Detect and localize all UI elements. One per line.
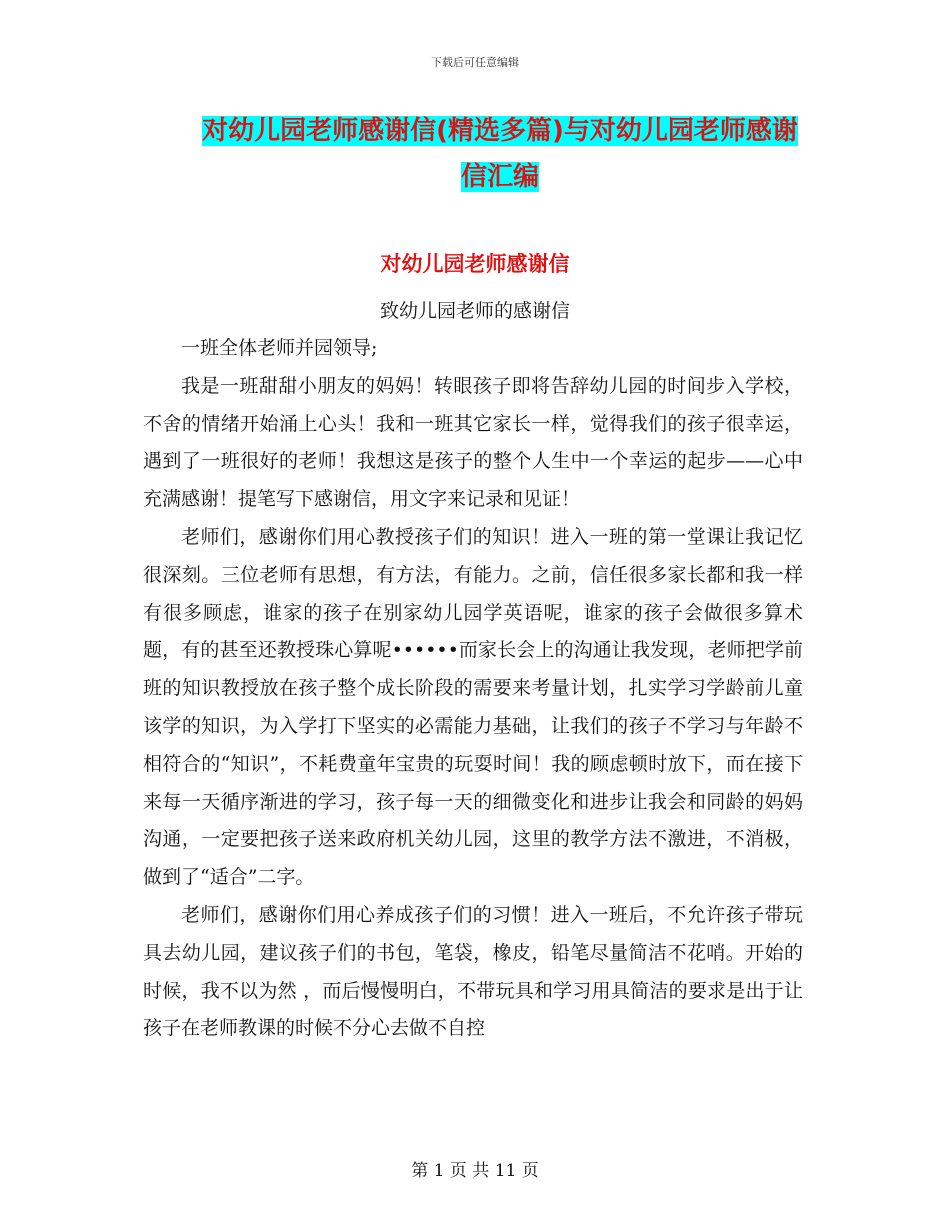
paragraph: 老师们，感谢你们用心教授孩子们的知识！进入一班的第一堂课让我记忆很深刻。三位老师有思想，有方法，有能力。之前，信任很多家长都和我一样有很多顾虑，谁家的孩子在别家幼儿园学英语呢，谁家的孩子会做很多算术题，有的甚至还教授珠心算呢••••••而家长会上的沟通让我发现，老师把学前班的知识教授放在孩子整个成长阶段的需要来考量计划，扎实学习学龄前儿童该学的知识，为入学打下坚实的必需能力基础，让我们的孩子不学习与年龄不相符合的“知识”，不耗费童年宝贵的玩耍时间！我的顾虑顿时放下，而在接下来每一天循序渐进的学习，孩子每一天的细微变化和进步让我会和同龄的妈妈沟通，一定要把孩子送来政府机关幼儿园，这里的教学方法不激进，不消极，做到了“适合”二字。	[143, 525, 803, 889]
header-note: 下载后可任意编辑	[431, 56, 519, 69]
paragraph: 我是一班甜甜小朋友的妈妈！转眼孩子即将告辞幼儿园的时间步入学校，不舍的情绪开始涌上心头！我和一班其它家长一样，觉得我们的孩子很幸运，遇到了一班很好的老师！我想这是孩子的整个人生中一个幸运的起步——心中充满感谢！提笔写下感谢信，用文字来记录和见证！	[143, 374, 803, 511]
main-title-line-1: 对幼儿园老师感谢信(精选多篇)与对幼儿园老师感谢	[202, 116, 798, 146]
letter-body	[143, 330, 803, 1048]
main-title-line-2: 信汇编	[460, 162, 539, 192]
paragraph: 老师们，感谢你们用心养成孩子们的习惯！进入一班后，不允许孩子带玩具去幼儿园，建议孩子们的书包，笔袋，橡皮，铅笔尽量简洁不花哨。开始的时候，我不以为然 ，而后慢慢明白，不带玩具和学习用具简洁的要求是出于让孩子在老师教课的时候不分心去做不自控	[143, 903, 803, 1040]
main-title	[195, 108, 805, 200]
salutation: 一班全体老师并园领导;	[181, 337, 378, 359]
section-title: 对幼儿园老师感谢信	[380, 252, 570, 276]
page-footer: 第 1 页 共 11 页	[411, 1161, 539, 1181]
letter-title: 致幼儿园老师的感谢信	[379, 300, 570, 322]
